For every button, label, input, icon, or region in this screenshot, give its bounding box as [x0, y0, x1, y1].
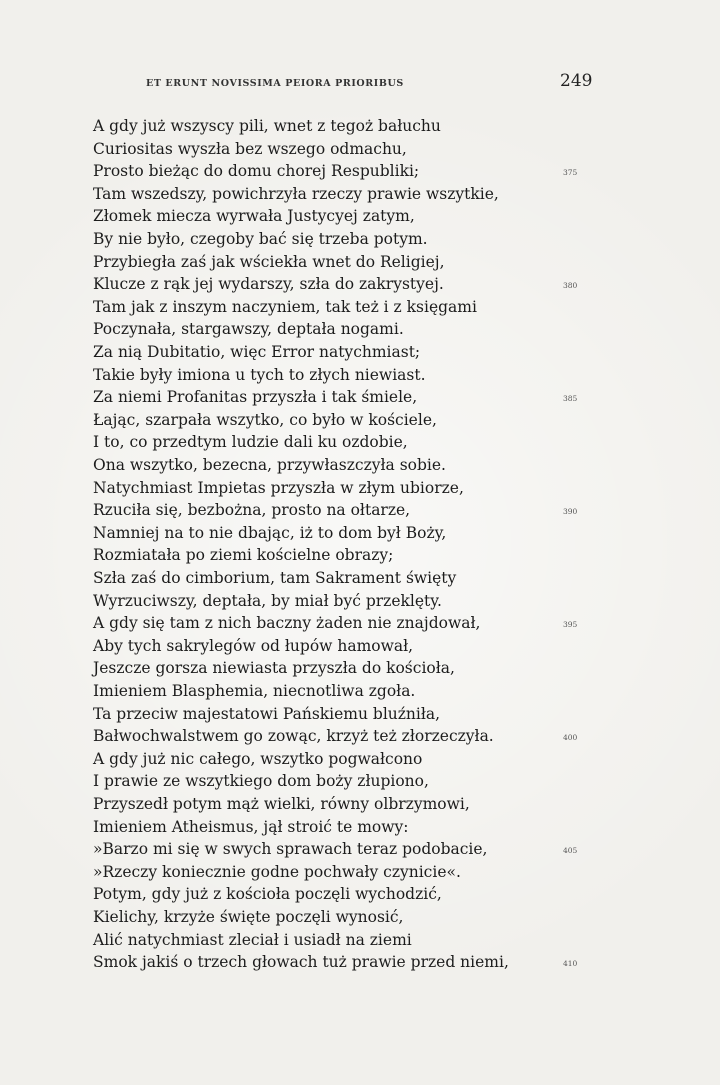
poem-line-text: I to, co przedtym ludzie dali ku ozdobie, [93, 433, 408, 452]
poem-line [93, 138, 407, 160]
poem-line [93, 816, 409, 838]
poem-line-text: Bałwochwalstwem go zowąc, krzyż też złorzeczyła. [93, 727, 494, 746]
poem-line-text: Za niemi Profanitas przyszła i tak śmiele, [93, 388, 418, 407]
line-number: 400 [563, 733, 578, 743]
poem-line [93, 431, 408, 453]
poem-line-text: Ona wszytko, bezecna, przywłaszczyła sobie. [93, 456, 446, 474]
line-number: 395 [563, 620, 578, 630]
running-head: ET ERUNT NOVISSIMA PEIORA PRIORIBUS [146, 78, 404, 89]
poem-line-text: Przyszedł potym mąż wielki, równy olbrzymowi, [93, 795, 470, 813]
poem-line [93, 838, 578, 860]
poem-line [93, 793, 470, 815]
poem-line-text: Przybiegła zaś jak wściekła wnet do Religiej, [93, 252, 445, 271]
poem-line-text: Potym, gdy już z kościoła poczęli wychodzić, [93, 885, 442, 904]
poem-line-text: Poczynała, stargawszy, deptała nogami. [93, 320, 404, 339]
poem-line-text: Takie były imiona u tych to złych niewiast. [93, 365, 426, 384]
poem-line [93, 635, 413, 657]
poem-line [93, 499, 578, 521]
poem-line-text: Natychmiast Impietas przyszła w złym ubiorze, [93, 478, 464, 497]
poem-line [93, 657, 455, 679]
poem-line-text: Rzuciła się, bezbożna, prosto na ołtarze, [93, 501, 411, 520]
poem-line [93, 115, 441, 137]
poem-line [93, 341, 420, 363]
poem-line [93, 883, 442, 905]
poem-line [93, 544, 393, 566]
poem-line [93, 522, 446, 544]
poem-line-text: Smok jakiś o trzech głowach tuż prawie przed niemi, [93, 953, 509, 972]
poem-line-text: Kielichy, krzyże święte poczęli wynosić, [93, 908, 404, 926]
poem-line [93, 296, 477, 318]
line-number: 380 [563, 281, 578, 291]
line-number: 410 [563, 959, 578, 969]
poem-line-text: Jeszcze gorsza niewiasta przyszła do kościoła, [93, 659, 455, 678]
poem-line [93, 861, 461, 883]
poem-line [93, 183, 499, 205]
poem-line-text: Złomek miecza wyrwała Justycyej zatym, [93, 207, 415, 226]
poem-line [93, 725, 578, 747]
poem-line-text: Tam jak z inszym naczyniem, tak też i z księgami [93, 297, 477, 316]
poem-line [93, 477, 464, 499]
poem-line [93, 228, 428, 250]
poem-line [93, 612, 578, 634]
poem-line [93, 770, 429, 792]
poem-line [93, 364, 426, 386]
line-number: 390 [563, 507, 578, 517]
poem-line [93, 160, 578, 182]
poem-line-text: »Rzeczy koniecznie godne pochwały czynicie«. [93, 862, 461, 881]
poem-line [93, 318, 404, 340]
poem-line-text: By nie było, czegoby bać się trzeba potym. [93, 230, 428, 248]
poem-line-text: Imieniem Atheismus, jął stroić te mowy: [93, 817, 409, 836]
poem-line [93, 929, 412, 951]
poem-line [93, 409, 437, 431]
poem-line-text: »Barzo mi się w swych sprawach teraz podobacie, [93, 840, 488, 859]
poem-line [93, 703, 440, 725]
poem-line [93, 205, 415, 227]
page-number: 249 [560, 71, 593, 91]
poem-line [93, 251, 445, 273]
poem-line-text: Curiositas wyszła bez wszego odmachu, [93, 139, 407, 158]
poem-line-text: Alić natychmiast zleciał i usiadł na ziemi [93, 930, 412, 949]
poem-line-text: Ta przeciw majestatowi Pańskiemu bluźniła, [93, 704, 441, 723]
poem-line [93, 567, 456, 589]
poem-line [93, 951, 578, 973]
poem-line [93, 680, 415, 702]
poem-line [93, 590, 442, 612]
poem-line-text: Namniej na to nie dbając, iż to dom był Boży, [93, 523, 447, 542]
poem-line-text: Imieniem Blasphemia, niecnotliwa zgoła. [93, 682, 416, 700]
line-number: 385 [563, 394, 578, 404]
poem-line-text: A gdy już wszyscy pili, wnet z tegoż bałuchu [93, 117, 441, 135]
poem-line-text: A gdy się tam z nich baczny żaden nie znajdował, [93, 614, 481, 633]
poem-line-text: Wyrzuciwszy, deptała, by miał być przeklęty. [93, 591, 442, 610]
poem-line-text: Za nią Dubitatio, więc Error natychmiast; [93, 343, 421, 361]
poem-line [93, 906, 403, 928]
line-number: 405 [563, 846, 578, 856]
poem-line [93, 748, 422, 770]
poem-line [93, 273, 578, 295]
poem-line-text: Szła zaś do cimborium, tam Sakrament święty [93, 569, 457, 587]
line-number: 375 [563, 168, 578, 178]
poem-line-text: Klucze z rąk jej wydarszy, szła do zakrystyej. [93, 275, 444, 294]
poem-line-text: Tam wszedszy, powichrzyła rzeczy prawie wszytkie, [93, 184, 499, 203]
poem-line-text: Łając, szarpała wszytko, co było w kościele, [93, 410, 437, 429]
poem-line-text: I prawie ze wszytkiego dom boży złupiono, [93, 772, 429, 791]
poem-line-text: Rozmiatała po ziemi kościelne obrazy; [93, 546, 394, 565]
poem-line-text: A gdy już nic całego, wszytko pogwałcono [93, 749, 423, 768]
poem-line-text: Prosto bieżąc do domu chorej Respubliki; [93, 162, 420, 181]
poem-line [93, 454, 446, 476]
poem-line [93, 386, 578, 408]
poem-line-text: Aby tych sakrylegów od łupów hamował, [93, 636, 414, 655]
